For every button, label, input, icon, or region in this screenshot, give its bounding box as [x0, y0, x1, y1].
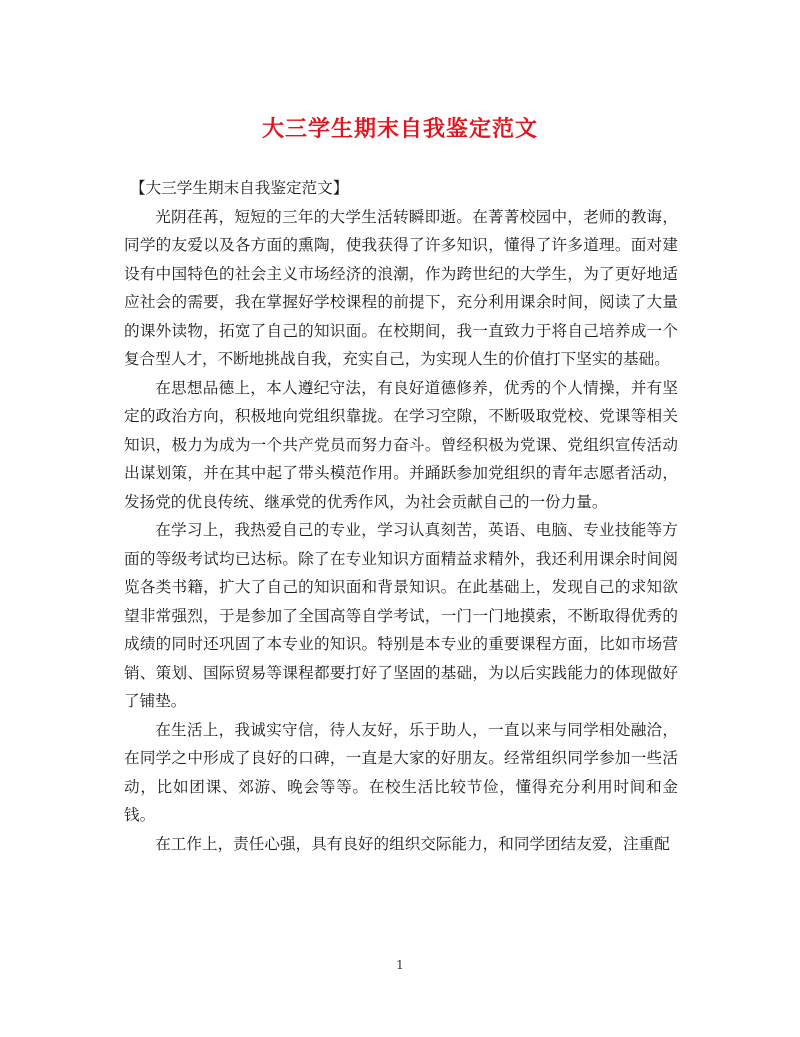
paragraph-life: 在生活上，我诚实守信，待人友好，乐于助人，一直以来与同学相处融洽，在同学之中形成了良好的口碑，一直是大家的好朋友。经常组织同学参加一些活动，比如团课、郊游、晚会等等。在校生活比较节俭，懂得充分利用时间和金钱。 [124, 720, 678, 824]
document-title: 大三学生期末自我鉴定范文 [261, 116, 538, 142]
document-body [124, 174, 678, 858]
paragraph-intro: 光阴荏苒，短短的三年的大学生活转瞬即逝。在菁菁校园中，老师的教诲，同学的友爱以及各方面的熏陶，使我获得了许多知识，懂得了许多道理。面对建设有中国特色的社会主义市场经济的浪潮，作为跨世纪的大学生，为了更好地适应社会的需要，我在掌握好学校课程的前提下，充分利用课余时间，阅读了大量的课外读物，拓宽了自己的知识面。在校期间，我一直致力于将自己培养成一个复合型人才，不断地挑战自我，充实自己，为实现人生的价值打下坚实的基础。 [124, 207, 678, 368]
section-heading: 【大三学生期末自我鉴定范文】 [130, 179, 349, 197]
paragraph-work: 在工作上，责任心强，具有良好的组织交际能力，和同学团结友爱，注重配 [155, 834, 670, 853]
page-number: 1 [396, 958, 404, 972]
paragraph-study: 在学习上，我热爱自己的专业，学习认真刻苦，英语、电脑、专业技能等方面的等级考试均已达标。除了在专业知识方面精益求精外，我还利用课余时间阅览各类书籍，扩大了自己的知识面和背景知识。在此基础上，发现自己的求知欲望非常强烈，于是参加了全国高等自学考试，一门一门地摸索，不断取得优秀的成绩的同时还巩固了本专业的知识。特别是本专业的重要课程方面，比如市场营销、策划、国际贸易等课程都要打好了坚固的基础，为以后实践能力的体现做好了铺垫。 [124, 521, 678, 710]
paragraph-ideology: 在思想品德上，本人遵纪守法，有良好道德修养，优秀的个人情操，并有坚定的政治方向，积极地向党组织靠拢。在学习空隙，不断吸取党校、党课等相关知识，极力为成为一个共产党员而努力奋斗。曾经积极为党课、党组织宣传活动出谋划策，并在其中起了带头模范作用。并踊跃参加党组织的青年志愿者活动，发扬党的优良传统、继承党的优秀作风，为社会贡献自己的一份力量。 [124, 378, 678, 511]
